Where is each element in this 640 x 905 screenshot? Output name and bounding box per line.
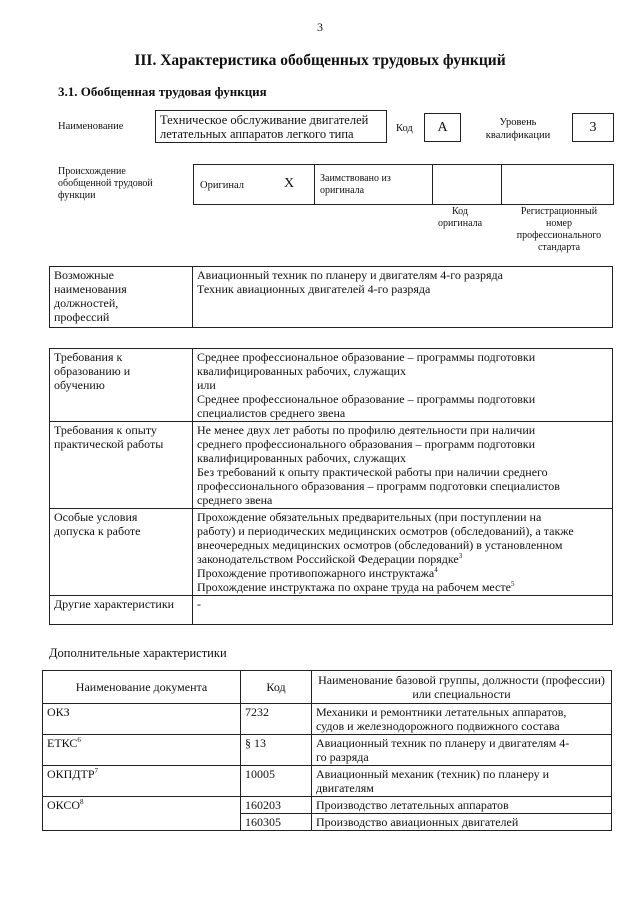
requirement-value xyxy=(193,509,613,596)
additional-header-row xyxy=(43,671,612,704)
requirement-value-line xyxy=(197,566,608,580)
requirement-value-line: специалистов среднего звена xyxy=(197,406,346,420)
requirement-value-text: Прохождение противопожарного инструктажа xyxy=(197,566,435,580)
doc-cell xyxy=(43,766,241,797)
code-cell: 10005 xyxy=(241,766,312,797)
requirement-value-line xyxy=(197,580,608,594)
footnote-ref: 7 xyxy=(94,767,99,775)
original-mark: X xyxy=(284,176,295,191)
reg-number-label xyxy=(505,206,613,254)
header-document: Наименование документа xyxy=(43,671,241,704)
requirement-row-experience xyxy=(50,422,613,509)
requirement-label xyxy=(50,596,193,625)
code-original-label xyxy=(425,206,495,230)
reg-number-line: номер xyxy=(546,218,572,229)
name-label: Наименование xyxy=(58,121,124,132)
requirement-value-line: Среднее профессиональное образование – программы подготовки xyxy=(197,350,536,364)
requirement-value-line: - xyxy=(197,597,201,611)
origin-label-line: функции xyxy=(58,190,96,201)
doc-cell xyxy=(43,797,241,831)
section-title: III. Характеристика обобщенных трудовых функций xyxy=(134,52,506,69)
name-cell xyxy=(312,797,612,814)
requirement-value-line: Без требований к опыту практической работы при наличии среднего xyxy=(197,465,548,479)
name-line: Авиационный механик (техник) по планеру и xyxy=(316,767,550,781)
origin-label-line: обобщенной трудовой xyxy=(58,178,153,189)
positions-table xyxy=(49,266,613,328)
origin-label xyxy=(58,166,153,202)
doc-cell xyxy=(43,735,241,766)
code-label: Код xyxy=(396,123,413,134)
level-label xyxy=(478,116,558,142)
borrowed-label-line: оригинала xyxy=(320,185,365,196)
requirement-label-line: допуска к работе xyxy=(54,524,141,538)
doc-text: ОКЗ xyxy=(47,705,70,719)
reg-number-line: Регистрационный xyxy=(520,206,598,217)
header-name: Наименование базовой группы, должности (профессии) или специальности xyxy=(312,671,612,704)
origin-label-line: Происхождение xyxy=(58,166,126,177)
name-line: го разряда xyxy=(316,750,369,764)
additional-table xyxy=(42,670,612,831)
requirement-value-line: внеочередных медицинских осмотров (обследований) в установленном xyxy=(197,538,563,552)
divider xyxy=(501,165,502,204)
positions-label-line: наименования xyxy=(54,282,127,296)
code-cell: 160305 xyxy=(241,814,312,831)
name-value-box xyxy=(155,110,387,143)
code-original-line: оригинала xyxy=(437,218,483,229)
doc-text: ОКПДТР xyxy=(47,767,95,781)
footnote-ref: 4 xyxy=(434,566,438,574)
requirement-label-line: Другие характеристики xyxy=(54,597,175,611)
position-item: Техник авиационных двигателей 4-го разряда xyxy=(197,282,431,296)
reg-number-line: профессионального xyxy=(516,230,602,241)
footnote-ref: 3 xyxy=(458,552,463,560)
name-line: Производство летательных аппаратов xyxy=(316,798,509,812)
requirement-value-line: работу) и периодических медицинских осмотров (обследований), а также xyxy=(197,524,574,538)
name-value-line: Техническое обслуживание двигателей xyxy=(160,113,369,127)
name-cell xyxy=(312,814,612,831)
requirement-value xyxy=(193,596,613,625)
requirement-label-line: обучению xyxy=(54,378,105,392)
table-row xyxy=(43,735,612,766)
reg-number-line: стандарта xyxy=(537,242,581,253)
requirement-label-line: Особые условия xyxy=(54,510,138,524)
name-line: Производство авиационных двигателей xyxy=(316,815,519,829)
header-code: Код xyxy=(241,671,312,704)
requirement-row-other xyxy=(50,596,613,625)
positions-label-line: профессий xyxy=(54,310,110,324)
name-cell xyxy=(312,735,612,766)
requirement-value-line: квалифицированных рабочих, служащих xyxy=(197,364,406,378)
positions-label-line: должностей, xyxy=(54,296,119,310)
additional-title: Дополнительные характеристики xyxy=(49,646,227,660)
name-line: двигателям xyxy=(316,781,374,795)
name-line: судов и железнодорожного подвижного состава xyxy=(316,719,560,733)
position-item: Авиационный техник по планеру и двигателям 4-го разряда xyxy=(197,268,503,282)
requirement-label-line: Требования к xyxy=(54,350,123,364)
requirement-value xyxy=(193,422,613,509)
doc-cell xyxy=(43,704,241,735)
requirement-value-line: среднего профессионального образования – программ подготовки xyxy=(197,437,536,451)
requirement-label xyxy=(50,349,193,422)
page-number: 3 xyxy=(317,20,323,34)
footnote-ref: 6 xyxy=(77,736,81,744)
doc-text: ЕТКС xyxy=(47,736,78,750)
requirement-value-line: Среднее профессиональное образование – программы подготовки xyxy=(197,392,536,406)
name-cell xyxy=(312,766,612,797)
requirement-value-line xyxy=(197,552,608,566)
divider xyxy=(432,165,433,204)
code-cell: 7232 xyxy=(241,704,312,735)
positions-values xyxy=(193,267,613,328)
requirement-label-line: образованию и xyxy=(54,364,131,378)
requirement-value xyxy=(193,349,613,422)
requirement-value-line: профессионального образования – программ подготовки специалистов xyxy=(197,479,560,493)
requirement-label-line: практической работы xyxy=(54,437,164,451)
requirement-value-line: Прохождение обязательных предварительных (при поступлении на xyxy=(197,510,542,524)
divider xyxy=(314,165,315,204)
code-cell: § 13 xyxy=(241,735,312,766)
table-row xyxy=(43,766,612,797)
subsection-title: 3.1. Обобщенная трудовая функция xyxy=(58,84,267,99)
requirement-row-special xyxy=(50,509,613,596)
requirement-value-text: законодательством Российской Федерации порядке xyxy=(197,552,459,566)
code-cell: 160203 xyxy=(241,797,312,814)
positions-label-line: Возможные xyxy=(54,268,114,282)
level-label-line: Уровень xyxy=(499,117,537,128)
level-label-line: квалификации xyxy=(485,130,551,141)
requirement-row-education xyxy=(50,349,613,422)
requirement-label xyxy=(50,509,193,596)
requirement-value-line: среднего звена xyxy=(197,493,273,507)
table-row xyxy=(43,797,612,814)
name-line: Механики и ремонтники летательных аппаратов, xyxy=(316,705,567,719)
borrowed-label-line: Заимствовано из xyxy=(320,173,391,184)
requirement-label xyxy=(50,422,193,509)
requirements-table xyxy=(49,348,613,625)
footnote-ref: 5 xyxy=(510,580,515,588)
positions-label xyxy=(50,267,193,328)
original-label: Оригинал xyxy=(200,180,244,191)
requirement-value-line: или xyxy=(197,378,216,392)
name-cell xyxy=(312,704,612,735)
footnote-ref: 8 xyxy=(80,798,84,806)
level-value: 3 xyxy=(572,113,614,142)
requirement-value-text: Прохождение инструктажа по охране труда на рабочем месте xyxy=(197,580,511,594)
origin-box xyxy=(193,164,614,205)
requirement-value-line: Не менее двух лет работы по профилю деятельности при наличии xyxy=(197,423,536,437)
table-row xyxy=(43,704,612,735)
requirement-value-line: квалифицированных рабочих, служащих xyxy=(197,451,406,465)
code-value: А xyxy=(424,113,461,142)
borrowed-label xyxy=(320,173,391,197)
name-value-line: летательных аппаратов легкого типа xyxy=(160,127,354,141)
doc-text: ОКСО xyxy=(47,798,81,812)
name-line: Авиационный техник по планеру и двигателям 4- xyxy=(316,736,570,750)
requirement-label-line: Требования к опыту xyxy=(54,423,157,437)
code-original-line: Код xyxy=(452,206,468,217)
positions-row xyxy=(50,267,613,328)
